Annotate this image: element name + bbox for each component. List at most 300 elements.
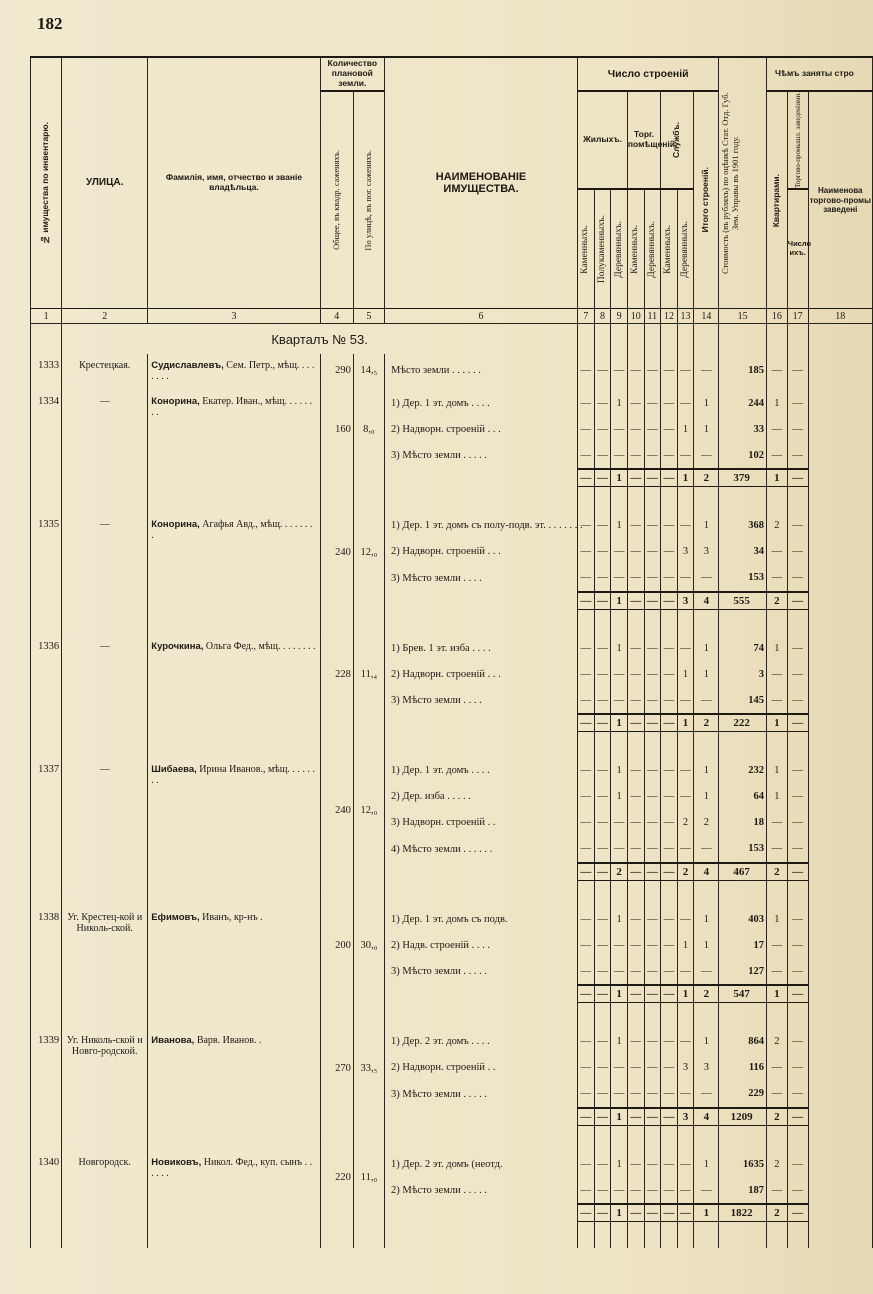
total-area: 270	[320, 1029, 353, 1108]
empty-cell	[627, 1125, 644, 1151]
column-number: 10	[627, 309, 644, 324]
building-count: —	[627, 416, 644, 442]
empty-cell	[694, 487, 719, 513]
header-value: Стоимость (въ рубляхъ) по оцѣнкѣ Стат. Отд. Губ. Зем. Управы въ 1901 году.	[719, 57, 767, 309]
building-count: —	[677, 442, 694, 469]
apartments-count: —	[767, 539, 788, 565]
street-cell: Уг. Николь-ской и Новго-родской.	[62, 1029, 148, 1108]
building-count: 1	[694, 1151, 719, 1177]
total-building-count: 3	[677, 1108, 694, 1126]
building-count: —	[644, 1081, 661, 1108]
building-count: —	[627, 442, 644, 469]
building-count: —	[644, 932, 661, 958]
building-count: —	[594, 390, 611, 416]
trade-count: —	[787, 810, 808, 836]
street-length: 11,₄	[353, 635, 384, 714]
empty-cell	[31, 487, 62, 513]
empty-cell	[353, 880, 384, 906]
header-residential: Жилыхъ.	[578, 91, 628, 189]
totals-row	[31, 469, 873, 487]
building-count: —	[578, 565, 595, 592]
building-count: —	[627, 758, 644, 784]
street-length: 33,₅	[353, 1029, 384, 1108]
column-number: 5	[353, 309, 384, 324]
property-value: 864	[719, 1029, 767, 1055]
apartments-count: —	[767, 1055, 788, 1081]
building-count: —	[661, 1151, 678, 1177]
spacer-row	[31, 1125, 873, 1151]
total-building-count: —	[627, 714, 644, 732]
trade-name-cell	[808, 635, 872, 661]
building-count: —	[627, 784, 644, 810]
total-building-count: —	[627, 469, 644, 487]
street-length: 8,₀	[353, 390, 384, 469]
empty-cell	[677, 1125, 694, 1151]
empty-cell	[661, 324, 678, 355]
empty-cell	[31, 324, 62, 355]
owner-surname: Конорина,	[151, 396, 200, 408]
building-count: —	[594, 784, 611, 810]
building-count: —	[644, 635, 661, 661]
total-apartments: 2	[767, 1204, 788, 1222]
total-area: 228	[320, 635, 353, 714]
owner-details: Сем. Петр., мѣщ. . . . . . . .	[151, 360, 315, 383]
column-number: 2	[62, 309, 148, 324]
empty-cell	[594, 609, 611, 635]
building-count: 1	[611, 513, 628, 539]
inventory-number: 1338	[31, 906, 62, 985]
empty-cell	[385, 487, 578, 513]
column-number: 6	[385, 309, 578, 324]
owner-cell	[148, 513, 320, 592]
total-area: 200	[320, 906, 353, 985]
empty-cell	[661, 609, 678, 635]
header-apartments: Квартирами.	[767, 91, 788, 309]
owner-details: Агафья Авд., мѣщ. . . . . . . .	[151, 518, 313, 541]
empty-cell	[31, 732, 62, 758]
register-body	[31, 309, 873, 1248]
header-inventory-number: № имущества по инвентарю.	[31, 57, 62, 309]
property-item-name: 4) Мѣсто земли . . . . . .	[385, 836, 578, 863]
total-value: 1209	[719, 1108, 767, 1126]
empty-cell	[808, 1125, 872, 1151]
property-value: 229	[719, 1081, 767, 1108]
total-building-count: —	[644, 1108, 661, 1126]
building-count: —	[578, 513, 595, 539]
trade-count: —	[787, 416, 808, 442]
empty-cell	[353, 863, 384, 881]
inventory-number: 1333	[31, 354, 62, 386]
empty-cell	[787, 1003, 808, 1029]
total-apartments: 1	[767, 714, 788, 732]
total-trade: —	[787, 985, 808, 1003]
building-count: —	[677, 354, 694, 386]
trade-name-cell	[808, 784, 872, 810]
empty-cell	[808, 880, 872, 906]
building-count: —	[594, 958, 611, 985]
column-number: 9	[611, 309, 628, 324]
building-count: —	[627, 565, 644, 592]
quarter-heading: Кварталъ № 53.	[62, 324, 578, 355]
empty-cell	[594, 324, 611, 355]
totals-row	[31, 714, 873, 732]
total-building-count: —	[594, 1204, 611, 1222]
header-service-wooden: Деревянныхъ.	[677, 189, 694, 309]
owner-details: Ирина Иванов., мѣщ. . . . . . . .	[151, 763, 315, 786]
empty-cell	[661, 880, 678, 906]
building-count: —	[661, 932, 678, 958]
empty-cell	[320, 1125, 353, 1151]
item-row	[31, 1151, 873, 1177]
apartments-count: —	[767, 1177, 788, 1204]
building-count: —	[661, 1177, 678, 1204]
empty-cell	[385, 1204, 578, 1222]
owner-cell	[148, 906, 320, 985]
empty-cell	[594, 1125, 611, 1151]
trade-name-cell	[808, 687, 872, 714]
building-count: —	[644, 416, 661, 442]
building-count: —	[611, 416, 628, 442]
street-cell: —	[62, 758, 148, 863]
item-row	[31, 1029, 873, 1055]
empty-cell	[627, 1003, 644, 1029]
building-count: 1	[677, 661, 694, 687]
total-trade: —	[787, 469, 808, 487]
owner-surname: Конорина,	[151, 518, 200, 530]
apartments-count: —	[767, 416, 788, 442]
apartments-count: —	[767, 810, 788, 836]
building-count: —	[627, 1151, 644, 1177]
empty-cell	[353, 732, 384, 758]
building-count: 1	[611, 906, 628, 932]
building-count: —	[594, 1177, 611, 1204]
empty-cell	[627, 732, 644, 758]
owner-surname: Судиславлевъ,	[151, 360, 224, 372]
building-count: —	[627, 1055, 644, 1081]
property-value: 18	[719, 810, 767, 836]
trade-count: —	[787, 906, 808, 932]
empty-cell	[385, 469, 578, 487]
total-building-count: —	[661, 1204, 678, 1222]
building-count: —	[578, 1151, 595, 1177]
apartments-count: —	[767, 932, 788, 958]
column-number: 15	[719, 309, 767, 324]
empty-cell	[611, 732, 628, 758]
building-count: 1	[677, 932, 694, 958]
building-count: —	[594, 513, 611, 539]
trade-count: —	[787, 354, 808, 386]
empty-cell	[353, 1125, 384, 1151]
building-count: —	[644, 565, 661, 592]
building-count: —	[594, 906, 611, 932]
empty-cell	[661, 1222, 678, 1248]
total-building-count: —	[594, 1108, 611, 1126]
empty-cell	[320, 863, 353, 881]
property-value: 153	[719, 565, 767, 592]
owner-details: Екатер. Иван., мѣщ. . . . . . . .	[151, 396, 313, 419]
property-value: 185	[719, 354, 767, 386]
building-count: 1	[611, 784, 628, 810]
empty-cell	[320, 1204, 353, 1222]
owner-details: Иванъ, кр-нъ .	[202, 912, 263, 924]
building-count: —	[627, 958, 644, 985]
building-count: 3	[694, 1055, 719, 1081]
building-count: —	[578, 1055, 595, 1081]
empty-cell	[694, 1003, 719, 1029]
spacer-row	[31, 487, 873, 513]
building-count: —	[661, 906, 678, 932]
empty-cell	[320, 880, 353, 906]
empty-cell	[320, 592, 353, 610]
empty-cell	[62, 1204, 148, 1222]
empty-cell	[148, 985, 320, 1003]
building-count: 1	[677, 416, 694, 442]
building-count: —	[627, 1081, 644, 1108]
building-count: —	[611, 932, 628, 958]
empty-cell	[627, 487, 644, 513]
building-count: —	[661, 635, 678, 661]
street-length: 14,₅	[353, 354, 384, 386]
total-building-count: —	[578, 1108, 595, 1126]
building-count: —	[644, 784, 661, 810]
owner-details: Никол. Фед., куп. сынъ . . . . . .	[151, 1157, 313, 1180]
building-count: —	[627, 906, 644, 932]
item-row	[31, 390, 873, 416]
empty-cell	[694, 732, 719, 758]
property-value: 187	[719, 1177, 767, 1204]
empty-cell	[31, 469, 62, 487]
total-building-count: 4	[694, 863, 719, 881]
empty-cell	[148, 1108, 320, 1126]
building-count: —	[644, 958, 661, 985]
building-count: 1	[694, 390, 719, 416]
empty-cell	[578, 1003, 595, 1029]
item-row	[31, 513, 873, 539]
building-count: —	[611, 687, 628, 714]
total-building-count: —	[594, 469, 611, 487]
empty-cell	[385, 1108, 578, 1126]
total-building-count: —	[627, 985, 644, 1003]
owner-surname: Курочкина,	[151, 641, 204, 653]
empty-cell	[148, 592, 320, 610]
property-value: 102	[719, 442, 767, 469]
street-length: 30,₀	[353, 906, 384, 985]
building-count: —	[644, 810, 661, 836]
column-number: 18	[808, 309, 872, 324]
total-building-count: 1	[611, 469, 628, 487]
empty-cell	[808, 469, 872, 487]
building-count: —	[611, 539, 628, 565]
building-count: —	[594, 635, 611, 661]
column-number: 4	[320, 309, 353, 324]
total-building-count: —	[661, 985, 678, 1003]
empty-cell	[677, 609, 694, 635]
empty-cell	[787, 1125, 808, 1151]
header-res-halfstone: Полукаменныхъ.	[594, 189, 611, 309]
empty-cell	[148, 863, 320, 881]
total-building-count: 2	[694, 714, 719, 732]
property-value: 116	[719, 1055, 767, 1081]
empty-cell	[787, 1222, 808, 1248]
total-building-count: 2	[694, 469, 719, 487]
building-count: 1	[694, 416, 719, 442]
empty-cell	[62, 609, 148, 635]
empty-cell	[385, 609, 578, 635]
total-building-count: 1	[611, 1204, 628, 1222]
trade-count: —	[787, 958, 808, 985]
inventory-number: 1336	[31, 635, 62, 714]
empty-cell	[62, 985, 148, 1003]
apartments-count: —	[767, 442, 788, 469]
total-apartments: 2	[767, 592, 788, 610]
building-count: 1	[694, 513, 719, 539]
owner-cell	[148, 390, 320, 469]
property-item-name: 1) Дер. 1 эт. домъ съ подв.	[385, 906, 578, 932]
empty-cell	[31, 1003, 62, 1029]
building-count: —	[627, 836, 644, 863]
building-count: —	[578, 932, 595, 958]
building-count: —	[611, 442, 628, 469]
empty-cell	[611, 1003, 628, 1029]
trade-name-cell	[808, 354, 872, 386]
empty-cell	[578, 880, 595, 906]
building-count: —	[578, 784, 595, 810]
building-count: 1	[694, 661, 719, 687]
property-value: 368	[719, 513, 767, 539]
empty-cell	[677, 324, 694, 355]
total-area: 290	[320, 354, 353, 386]
empty-cell	[385, 1003, 578, 1029]
empty-cell	[694, 1222, 719, 1248]
building-count: —	[661, 661, 678, 687]
building-count: —	[578, 1029, 595, 1055]
header-res-wooden: Деревянныхъ.	[611, 189, 628, 309]
empty-cell	[694, 880, 719, 906]
building-count: —	[694, 354, 719, 386]
empty-cell	[767, 324, 788, 355]
empty-cell	[148, 1003, 320, 1029]
owner-surname: Иванова,	[151, 1034, 195, 1046]
empty-cell	[385, 863, 578, 881]
empty-cell	[808, 714, 872, 732]
trade-name-cell	[808, 661, 872, 687]
total-building-count: —	[644, 592, 661, 610]
owner-details: Ольга Фед., мѣщ. . . . . . . .	[205, 641, 316, 653]
empty-cell	[353, 469, 384, 487]
column-number: 17	[787, 309, 808, 324]
empty-cell	[661, 1125, 678, 1151]
trade-count: —	[787, 539, 808, 565]
empty-cell	[31, 880, 62, 906]
empty-cell	[611, 1222, 628, 1248]
building-count: —	[594, 416, 611, 442]
trade-name-cell	[808, 810, 872, 836]
inventory-number: 1334	[31, 390, 62, 469]
property-item-name: 2) Надв. строеній . . . .	[385, 932, 578, 958]
property-item-name: 2) Надворн. строеній . . .	[385, 661, 578, 687]
building-count: 2	[694, 810, 719, 836]
building-count: —	[594, 1081, 611, 1108]
property-value: 244	[719, 390, 767, 416]
building-count: —	[644, 354, 661, 386]
building-count: —	[578, 661, 595, 687]
property-register-table	[30, 56, 873, 1248]
empty-cell	[767, 1125, 788, 1151]
totals-row	[31, 592, 873, 610]
total-building-count: —	[627, 1204, 644, 1222]
building-count: —	[594, 354, 611, 386]
building-count: —	[594, 565, 611, 592]
empty-cell	[594, 487, 611, 513]
empty-cell	[719, 880, 767, 906]
column-number-row	[31, 309, 873, 324]
empty-cell	[661, 1003, 678, 1029]
total-value: 222	[719, 714, 767, 732]
building-count: —	[578, 958, 595, 985]
header-street: УЛИЦА.	[62, 57, 148, 309]
building-count: —	[578, 687, 595, 714]
empty-cell	[31, 1204, 62, 1222]
building-count: —	[627, 687, 644, 714]
empty-cell	[627, 880, 644, 906]
building-count: —	[694, 958, 719, 985]
empty-cell	[62, 1003, 148, 1029]
trade-count: —	[787, 442, 808, 469]
trade-count: —	[787, 687, 808, 714]
empty-cell	[661, 732, 678, 758]
owner-surname: Ефимовъ,	[151, 912, 200, 924]
building-count: —	[578, 354, 595, 386]
property-value: 1635	[719, 1151, 767, 1177]
total-apartments: 2	[767, 1108, 788, 1126]
property-item-name: 3) Мѣсто земли . . . . .	[385, 442, 578, 469]
total-building-count: —	[627, 592, 644, 610]
building-count: 1	[611, 1029, 628, 1055]
property-value: 153	[719, 836, 767, 863]
total-building-count: 3	[677, 592, 694, 610]
total-building-count: —	[661, 863, 678, 881]
empty-cell	[62, 732, 148, 758]
apartments-count: —	[767, 354, 788, 386]
header-occupied-group: Чѣмъ заняты стро	[767, 57, 873, 91]
empty-cell	[719, 609, 767, 635]
header-res-stone: Каменныхъ.	[578, 189, 595, 309]
empty-cell	[62, 592, 148, 610]
total-building-count: 1	[694, 1204, 719, 1222]
empty-cell	[767, 487, 788, 513]
street-cell: —	[62, 513, 148, 592]
empty-cell	[320, 1222, 353, 1248]
property-item-name: 1) Дер. 1 эт. домъ . . . .	[385, 390, 578, 416]
empty-cell	[353, 487, 384, 513]
empty-cell	[644, 1222, 661, 1248]
empty-cell	[677, 487, 694, 513]
street-length: 12,₀	[353, 513, 384, 592]
building-count: —	[594, 932, 611, 958]
building-count: —	[661, 1081, 678, 1108]
building-count: —	[644, 442, 661, 469]
empty-cell	[31, 1108, 62, 1126]
empty-cell	[62, 714, 148, 732]
empty-cell	[385, 880, 578, 906]
total-area: 220	[320, 1151, 353, 1204]
property-item-name: 1) Брев. 1 эт. изба . . . .	[385, 635, 578, 661]
building-count: —	[644, 836, 661, 863]
empty-cell	[31, 609, 62, 635]
empty-cell	[611, 324, 628, 355]
total-building-count: 1	[677, 714, 694, 732]
building-count: —	[677, 565, 694, 592]
